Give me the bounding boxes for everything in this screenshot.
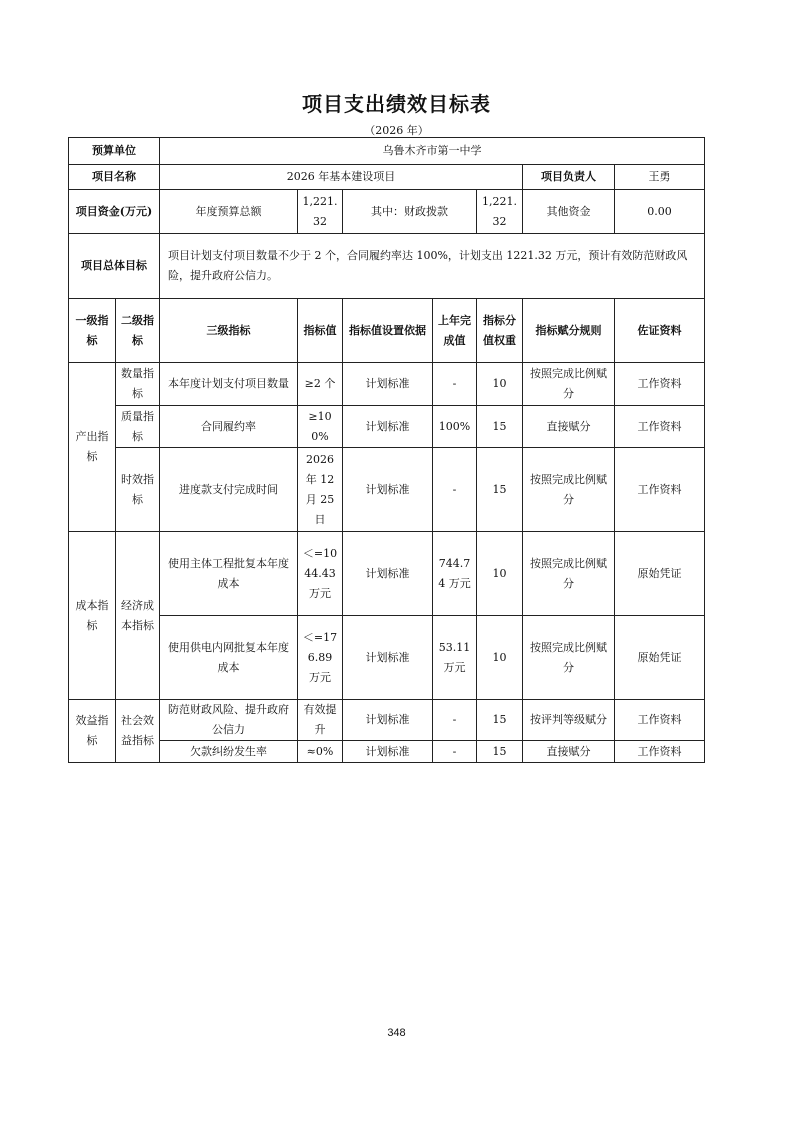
indicator-name: 进度款支付完成时间 [160,448,298,532]
project-value: 2026 年基本建设项目 [160,165,523,190]
indicator-name: 本年度计划支付项目数量 [160,363,298,406]
project-row [69,165,705,190]
table-row [69,616,705,700]
header-basis: 指标值设置依据 [343,299,433,363]
indicator-evidence: 工作资料 [615,700,705,741]
header-evidence: 佐证资料 [615,299,705,363]
indicator-evidence: 工作资料 [615,448,705,532]
indicator-rule: 按评判等级赋分 [523,700,615,741]
table-row [69,532,705,616]
indicator-name: 使用主体工程批复本年度成本 [160,532,298,616]
header-level1: 一级指标 [69,299,116,363]
funds-label: 项目资金(万元) [69,190,160,234]
goal-row [69,234,705,299]
indicator-weight: 10 [477,616,523,700]
indicator-evidence: 原始凭证 [615,616,705,700]
table-row [69,406,705,448]
indicator-weight: 15 [477,700,523,741]
header-weight: 指标分值权重 [477,299,523,363]
year-label: （2026 年） [364,124,429,137]
indicator-rule: 直接赋分 [523,406,615,448]
performance-table [68,137,705,763]
indicator-value: ≥2 个 [298,363,343,406]
indicator-value: ＜=1044.43 万元 [298,532,343,616]
indicator-name: 防范财政风险、提升政府公信力 [160,700,298,741]
indicator-last: - [433,448,477,532]
fiscal-label: 其中：财政拨款 [343,190,477,234]
header-rule: 指标赋分规则 [523,299,615,363]
category-output: 产出指标 [69,363,116,532]
indicator-last: - [433,700,477,741]
indicator-weight: 10 [477,532,523,616]
funds-row [69,190,705,234]
indicator-last: 53.11 万元 [433,616,477,700]
indicator-rule: 按照完成比例赋分 [523,616,615,700]
indicator-weight: 15 [477,741,523,763]
subcategory-quality: 质量指标 [116,406,160,448]
indicator-value: ≥100% [298,406,343,448]
header-level3: 三级指标 [160,299,298,363]
table-row [69,448,705,532]
table-row [69,363,705,406]
unit-row [69,138,705,165]
owner-label: 项目负责人 [523,165,615,190]
indicator-basis: 计划标准 [343,700,433,741]
indicator-last: 744.74 万元 [433,532,477,616]
page-title: 项目支出绩效目标表 [302,92,491,116]
other-funds-label: 其他资金 [523,190,615,234]
indicator-last: - [433,741,477,763]
header-level2: 二级指标 [116,299,160,363]
indicator-evidence: 工作资料 [615,741,705,763]
unit-value: 乌鲁木齐市第一中学 [160,138,705,165]
goal-label: 项目总体目标 [69,234,160,299]
table-row [69,700,705,741]
indicator-name: 使用供电内网批复本年度成本 [160,616,298,700]
indicator-name: 欠款纠纷发生率 [160,741,298,763]
indicator-value: ＜=176.89 万元 [298,616,343,700]
project-label: 项目名称 [69,165,160,190]
unit-label: 预算单位 [69,138,160,165]
indicator-evidence: 原始凭证 [615,532,705,616]
indicator-weight: 10 [477,363,523,406]
header-last-year: 上年完成值 [433,299,477,363]
header-row [69,299,705,363]
indicator-rule: 按照完成比例赋分 [523,363,615,406]
indicator-last: 100% [433,406,477,448]
indicator-rule: 直接赋分 [523,741,615,763]
indicator-rule: 按照完成比例赋分 [523,532,615,616]
page-number: 348 [387,1027,406,1039]
other-funds-value: 0.00 [615,190,705,234]
indicator-name: 合同履约率 [160,406,298,448]
indicator-last: - [433,363,477,406]
indicator-basis: 计划标准 [343,532,433,616]
indicator-basis: 计划标准 [343,741,433,763]
table-row [69,741,705,763]
indicator-evidence: 工作资料 [615,363,705,406]
indicator-rule: 按照完成比例赋分 [523,448,615,532]
category-benefit: 效益指标 [69,700,116,763]
indicator-value: ≈0% [298,741,343,763]
goal-text: 项目计划支付项目数量不少于 2 个，合同履约率达 100%，计划支出 1221.32 万元，预计有效防范财政风险，提升政府公信力。 [160,234,705,299]
total-budget-value: 1,221.32 [298,190,343,234]
indicator-value: 有效提升 [298,700,343,741]
subcategory-social-benefit: 社会效益指标 [116,700,160,763]
indicator-basis: 计划标准 [343,406,433,448]
subcategory-timeliness: 时效指标 [116,448,160,532]
indicator-value: 2026 年 12 月 25 日 [298,448,343,532]
indicator-weight: 15 [477,406,523,448]
indicator-basis: 计划标准 [343,616,433,700]
subcategory-economic-cost: 经济成本指标 [116,532,160,700]
fiscal-value: 1,221.32 [477,190,523,234]
category-cost: 成本指标 [69,532,116,700]
indicator-weight: 15 [477,448,523,532]
indicator-basis: 计划标准 [343,363,433,406]
header-value: 指标值 [298,299,343,363]
subcategory-quantity: 数量指标 [116,363,160,406]
indicator-evidence: 工作资料 [615,406,705,448]
indicator-basis: 计划标准 [343,448,433,532]
owner-value: 王勇 [615,165,705,190]
total-budget-label: 年度预算总额 [160,190,298,234]
